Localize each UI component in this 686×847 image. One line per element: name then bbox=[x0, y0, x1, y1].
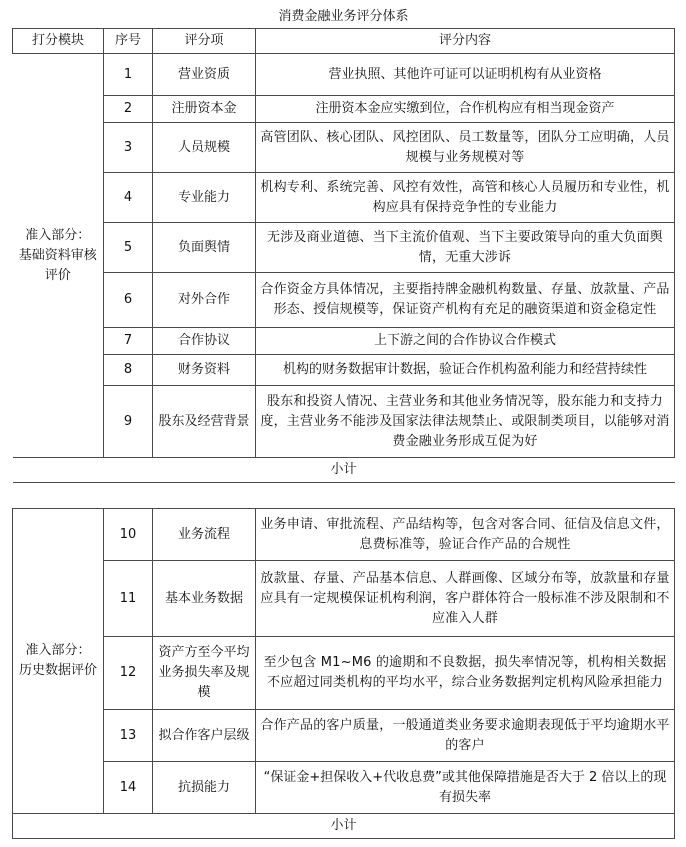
header-item: 评分项 bbox=[153, 29, 256, 54]
item-cell: 营业资质 bbox=[153, 54, 256, 96]
content-cell: 业务申请、审批流程、产品结构等，包含对客合同、征信及信息文件，息费标准等，验证合作产品的合规性 bbox=[256, 509, 675, 561]
content-cell: “保证金+担保收入+代收息费”或其他保障措施是否大于 2 倍以上的现有损失率 bbox=[256, 762, 675, 814]
content-cell: 合作资金方具体情况，主要指持牌金融机构数量、存量、放款量、产品形态、授信规模等，保证资产机构有充足的融资渠道和资金稳定性 bbox=[256, 273, 675, 328]
item-cell: 基本业务数据 bbox=[153, 561, 256, 637]
table-row bbox=[13, 386, 675, 458]
table-row bbox=[13, 273, 675, 328]
header-row bbox=[13, 29, 675, 54]
table-row bbox=[13, 561, 675, 637]
seq-cell: 6 bbox=[104, 273, 153, 328]
seq-cell: 9 bbox=[104, 386, 153, 458]
item-cell: 股东及经营背景 bbox=[153, 386, 256, 458]
seq-cell: 2 bbox=[104, 96, 153, 123]
table-row bbox=[13, 762, 675, 814]
table-row bbox=[13, 223, 675, 273]
seq-cell: 7 bbox=[104, 328, 153, 355]
content-cell: 高管团队、核心团队、风控团队、员工数量等，团队分工应明确，人员规模与业务规模对等 bbox=[256, 123, 675, 173]
content-cell: 机构的财务数据审计数据，验证合作机构盈利能力和经营持续性 bbox=[256, 355, 675, 386]
seq-cell: 13 bbox=[104, 710, 153, 762]
item-cell: 负面舆情 bbox=[153, 223, 256, 273]
module-cell: 准入部分： 历史数据评价 bbox=[13, 509, 104, 814]
content-cell: 营业执照、其他许可证可以证明机构有从业资格 bbox=[256, 54, 675, 96]
table-row bbox=[13, 123, 675, 173]
content-cell: 合作产品的客户质量，一般通道类业务要求逾期表现低于平均逾期水平的客户 bbox=[256, 710, 675, 762]
scoring-table-history bbox=[12, 508, 675, 839]
item-cell: 专业能力 bbox=[153, 173, 256, 223]
subtotal-row bbox=[13, 458, 675, 483]
table-row bbox=[13, 173, 675, 223]
item-cell: 对外合作 bbox=[153, 273, 256, 328]
item-cell: 资产方至今平均业务损失率及规模 bbox=[153, 637, 256, 710]
seq-cell: 4 bbox=[104, 173, 153, 223]
content-cell: 放款量、存量、产品基本信息、人群画像、区域分布等，放款量和存量应具有一定规模保证机构利润，客户群体符合一般标准不涉及限制和不应准入人群 bbox=[256, 561, 675, 637]
header-seq: 序号 bbox=[104, 29, 153, 54]
seq-cell: 5 bbox=[104, 223, 153, 273]
item-cell: 财务资料 bbox=[153, 355, 256, 386]
table-row bbox=[13, 710, 675, 762]
seq-cell: 1 bbox=[104, 54, 153, 96]
table-row bbox=[13, 509, 675, 561]
item-cell: 拟合作客户层级 bbox=[153, 710, 256, 762]
header-module: 打分模块 bbox=[13, 29, 104, 54]
content-cell: 机构专利、系统完善、风控有效性，高管和核心人员履历和专业性，机构应具有保持竞争性的专业能力 bbox=[256, 173, 675, 223]
subtotal-row bbox=[13, 814, 675, 839]
content-cell: 无涉及商业道德、当下主流价值观、当下主要政策导向的重大负面舆情，无重大涉诉 bbox=[256, 223, 675, 273]
table-title-row bbox=[13, 6, 675, 29]
seq-cell: 14 bbox=[104, 762, 153, 814]
item-cell: 抗损能力 bbox=[153, 762, 256, 814]
table-title: 消费金融业务评分体系 bbox=[13, 6, 675, 29]
item-cell: 注册资本金 bbox=[153, 96, 256, 123]
seq-cell: 11 bbox=[104, 561, 153, 637]
seq-cell: 8 bbox=[104, 355, 153, 386]
table-row bbox=[13, 328, 675, 355]
seq-cell: 10 bbox=[104, 509, 153, 561]
item-cell: 人员规模 bbox=[153, 123, 256, 173]
subtotal-label: 小计 bbox=[13, 458, 675, 483]
content-cell: 股东和投资人情况、主营业务和其他业务情况等，股东能力和支持力度，主营业务不能涉及国家法律法规禁止、或限制类项目，以能够对消费金融业务形成互促为好 bbox=[256, 386, 675, 458]
content-cell: 上下游之间的合作协议合作模式 bbox=[256, 328, 675, 355]
item-cell: 业务流程 bbox=[153, 509, 256, 561]
subtotal-label: 小计 bbox=[13, 814, 675, 839]
seq-cell: 3 bbox=[104, 123, 153, 173]
content-cell: 注册资本金应实缴到位，合作机构应有相当现金资产 bbox=[256, 96, 675, 123]
seq-cell: 12 bbox=[104, 637, 153, 710]
content-cell: 至少包含 M1~M6 的逾期和不良数据，损失率情况等，机构相关数据不应超过同类机构的平均水平，综合业务数据判定机构风险承担能力 bbox=[256, 637, 675, 710]
table-row bbox=[13, 96, 675, 123]
scoring-table-basic bbox=[12, 6, 675, 483]
table-row bbox=[13, 54, 675, 96]
header-content: 评分内容 bbox=[256, 29, 675, 54]
table-row bbox=[13, 355, 675, 386]
module-cell: 准入部分： 基础资料审核 评价 bbox=[13, 54, 104, 458]
table-row bbox=[13, 637, 675, 710]
item-cell: 合作协议 bbox=[153, 328, 256, 355]
